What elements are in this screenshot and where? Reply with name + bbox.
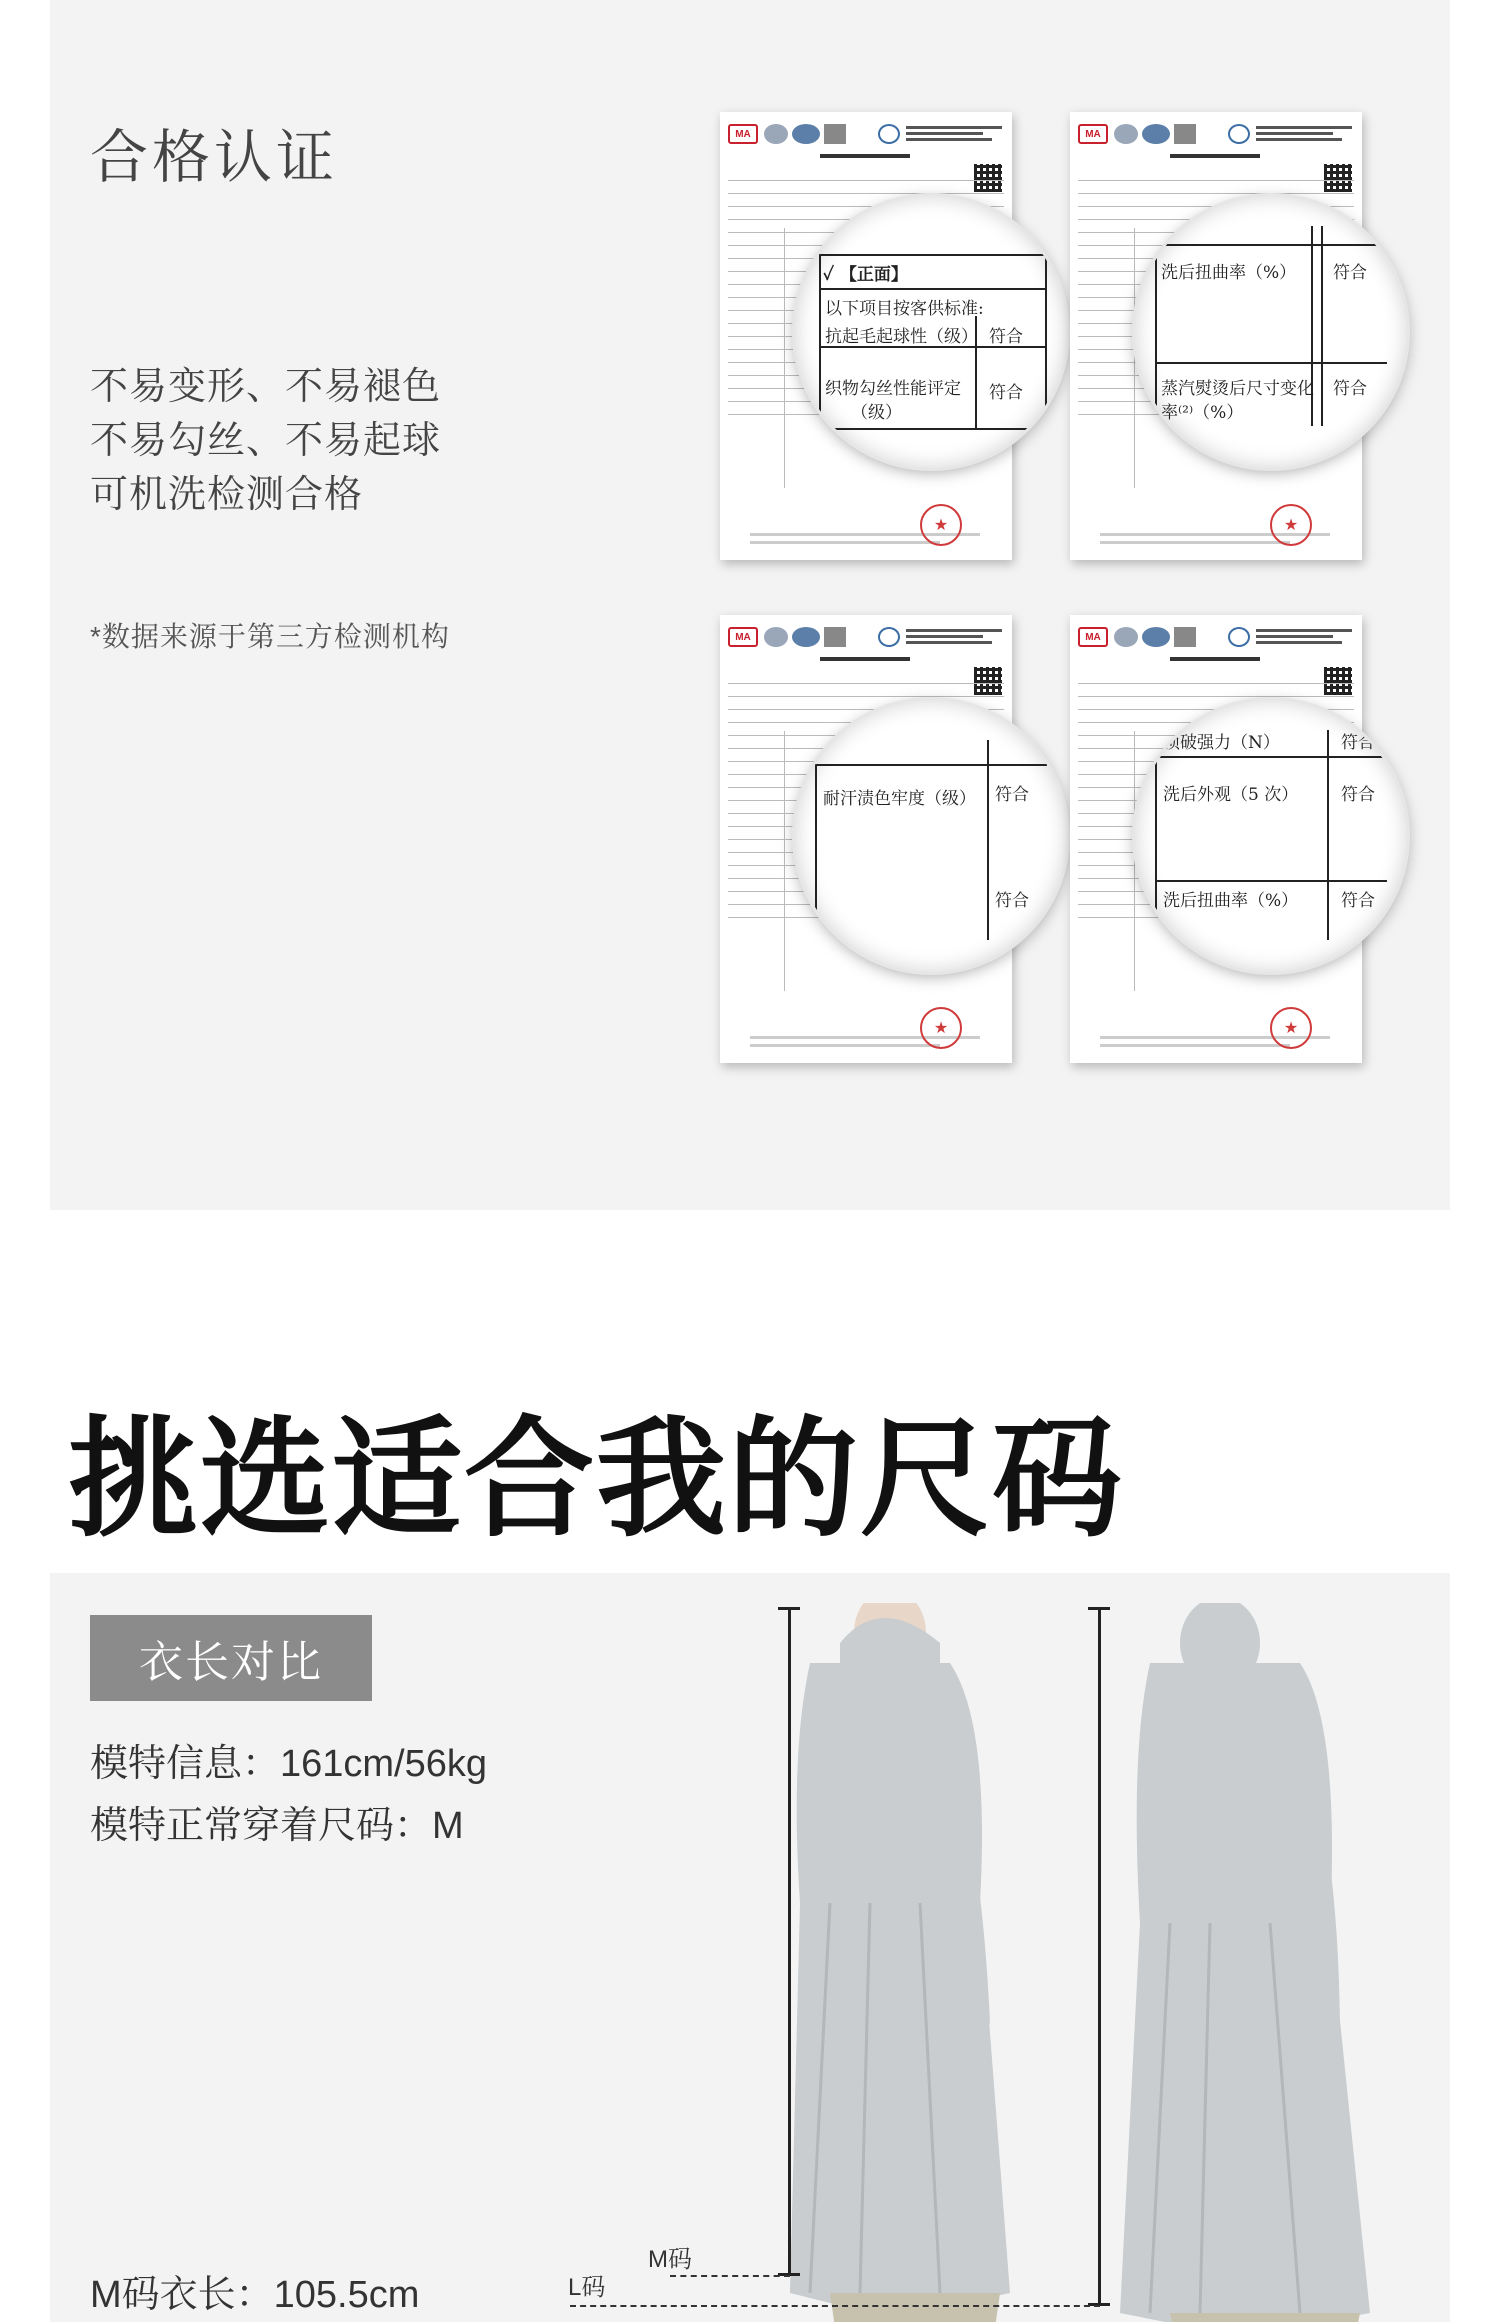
magnifier-text: 符合 <box>995 785 1029 805</box>
magnifier-text: （级） <box>851 403 902 423</box>
certification-logo-icon <box>1114 627 1138 647</box>
certification-logo-icon <box>764 124 788 144</box>
model-regular-size: 模特正常穿着尺码：M <box>90 1805 464 1847</box>
m-length-measure-line <box>788 1609 791 2275</box>
certification-logo-icon <box>764 627 788 647</box>
magnifier-text: 织物勾丝性能评定 <box>825 379 961 399</box>
cma-logo: MA <box>1078 627 1108 647</box>
red-seal-stamp-icon: ★ <box>920 1007 962 1049</box>
model-figure-m-size <box>690 1603 1050 2322</box>
cma-logo: MA <box>1078 124 1108 144</box>
magnifier-text: 符合 <box>1341 733 1375 753</box>
magnifier-text: ✓ 【正面】 <box>823 265 908 285</box>
m-length-label: M码衣长：105.5cm <box>90 2274 420 2316</box>
magnifier-text: 洗后扭曲率（%） <box>1161 263 1297 283</box>
magnifier-text: 耐汗渍色牢度（级） <box>823 789 976 809</box>
lab-logo-icon <box>1228 627 1250 647</box>
l-size-tag: L码 <box>568 2274 606 2301</box>
lab-name-lines <box>906 126 1002 144</box>
magnifier-text: 抗起毛起球性（级） <box>825 327 978 347</box>
magnifier-text: 符合 <box>989 327 1023 347</box>
certification-section <box>50 0 1450 1210</box>
lab-logo-icon <box>1228 124 1250 144</box>
cnas-logo-icon <box>1142 124 1170 144</box>
m-length-dashed-line <box>670 2275 790 2277</box>
magnifier-text: 以下项目按客供标准: <box>825 299 984 319</box>
data-source-note: *数据来源于第三方检测机构 <box>90 621 450 652</box>
red-seal-stamp-icon: ★ <box>1270 1007 1312 1049</box>
cma-logo: MA <box>728 124 758 144</box>
certification-features <box>90 360 441 522</box>
cnas-logo-icon <box>792 124 820 144</box>
cnas-logo-icon <box>792 627 820 647</box>
magnifier-text: 顶破强力（N） <box>1163 733 1280 753</box>
magnifier-text: 率⁽²⁾（%） <box>1161 403 1244 423</box>
cnas-logo-icon <box>1142 627 1170 647</box>
red-seal-stamp-icon: ★ <box>1270 504 1312 546</box>
report-doc-title <box>820 154 910 158</box>
magnifier-lens-3 <box>795 700 1067 972</box>
red-seal-stamp-icon: ★ <box>920 504 962 546</box>
magnifier-lens-2 <box>1135 196 1407 468</box>
ilac-logo-icon <box>1174 124 1196 144</box>
report-header <box>728 124 1004 148</box>
magnifier-text: 符合 <box>1341 785 1375 805</box>
magnifier-text: 符合 <box>1333 263 1367 283</box>
model-info <box>90 1733 487 1857</box>
m-size-tag: M码 <box>648 2246 692 2273</box>
magnifier-text: 符合 <box>1333 379 1367 399</box>
magnifier-text: 符合 <box>995 891 1029 911</box>
model-figure-l-size <box>1040 1603 1400 2322</box>
model-l-illustration <box>1040 1603 1400 2322</box>
model-measurements: 模特信息：161cm/56kg <box>90 1743 488 1785</box>
cma-logo: MA <box>728 627 758 647</box>
length-comparison-badge: 衣长对比 <box>90 1615 372 1701</box>
size-heading: 挑选适合我的尺码 <box>68 1406 1125 1552</box>
model-m-illustration <box>690 1603 1050 2322</box>
lab-logo-icon <box>878 124 900 144</box>
l-length-measure-line <box>1098 1609 1101 2305</box>
certification-title: 合格认证 <box>90 125 339 190</box>
lab-logo-icon <box>878 627 900 647</box>
magnifier-lens-4 <box>1135 700 1407 972</box>
magnifier-text: 洗后外观（5 次） <box>1163 785 1299 805</box>
feature-line: 不易勾丝、不易起球 <box>90 420 442 462</box>
l-length-dashed-line <box>570 2305 1100 2307</box>
magnifier-text: 符合 <box>989 383 1023 403</box>
magnifier-lens-1 <box>795 196 1067 468</box>
feature-line: 不易变形、不易褪色 <box>90 366 442 408</box>
size-comparison-section <box>50 1573 1450 2322</box>
feature-line: 可机洗检测合格 <box>90 474 364 516</box>
magnifier-text: 蒸汽熨烫后尺寸变化 <box>1161 379 1314 399</box>
ilac-logo-icon <box>824 627 846 647</box>
ilac-logo-icon <box>824 124 846 144</box>
magnifier-text: 洗后扭曲率（%） <box>1163 891 1299 911</box>
certification-logo-icon <box>1114 124 1138 144</box>
magnifier-text: 符合 <box>1341 891 1375 911</box>
ilac-logo-icon <box>1174 627 1196 647</box>
